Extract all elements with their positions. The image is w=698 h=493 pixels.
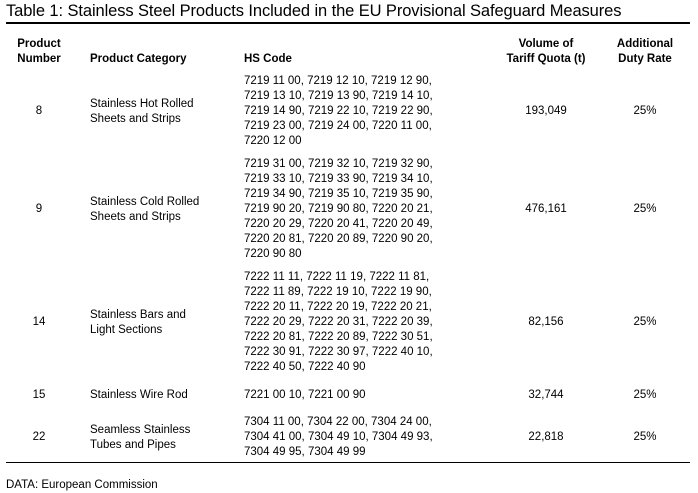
product-category-cell: Stainless Cold Rolled Sheets and Strips bbox=[90, 195, 200, 223]
tariff-quota-cell: 476,161 bbox=[525, 203, 567, 215]
duty-rate-cell: 25% bbox=[633, 389, 657, 401]
hs-code-cell: 7219 31 00, 7219 32 10, 7219 32 90, 7219 33 10, 7219 33 90, 7219 34 10, 7219 34 90, 7219 35 10, 7219 35 90, 7219 90 20, 7219 90 80, 7220 20 21, 7220 20 29, 7220 20 41, 7220 20 49, 7220 20 81, 7220 20 89, 7220 90 20, 7220 90 80 bbox=[244, 158, 433, 260]
header-product-number: Product Number bbox=[17, 38, 61, 65]
hs-code-cell: 7304 11 00, 7304 22 00, 7304 24 00, 7304 41 00, 7304 49 10, 7304 49 93, 7304 49 95, 7304 49 99 bbox=[244, 416, 433, 458]
product-number-cell: 22 bbox=[32, 431, 46, 443]
product-category-cell: Seamless Stainless Tubes and Pipes bbox=[90, 423, 191, 451]
top-rule bbox=[6, 22, 690, 24]
bottom-rule bbox=[6, 462, 690, 463]
hs-code-cell: 7219 11 00, 7219 12 10, 7219 12 90, 7219 13 10, 7219 13 90, 7219 14 10, 7219 14 90, 7219 22 10, 7219 22 90, 7219 23 00, 7219 24 00, 7220 11 00, 7220 12 00 bbox=[244, 75, 433, 147]
tariff-quota-cell: 82,156 bbox=[528, 316, 564, 328]
hs-code-cell: 7221 00 10, 7221 00 90 bbox=[244, 389, 366, 401]
header-duty-rate: Additional Duty Rate bbox=[616, 38, 674, 65]
product-category-cell: Stainless Hot Rolled Sheets and Strips bbox=[90, 97, 194, 125]
header-volume: Volume of Tariff Quota (t) bbox=[506, 38, 586, 65]
product-number-cell: 15 bbox=[32, 389, 46, 401]
duty-rate-cell: 25% bbox=[633, 316, 657, 328]
duty-rate-cell: 25% bbox=[633, 431, 657, 443]
tariff-quota-cell: 32,744 bbox=[528, 389, 564, 401]
product-number-cell: 8 bbox=[35, 105, 43, 117]
tariff-quota-cell: 22,818 bbox=[528, 431, 564, 443]
duty-rate-cell: 25% bbox=[633, 105, 657, 117]
product-number-cell: 9 bbox=[35, 203, 43, 215]
duty-rate-cell: 25% bbox=[633, 203, 657, 215]
header-hs-code: HS Code bbox=[244, 53, 292, 65]
hs-code-cell: 7222 11 11, 7222 11 19, 7222 11 81, 7222 11 89, 7222 19 10, 7222 19 90, 7222 20 11, 7222 20 19, 7222 20 21, 7222 20 29, 7222 20 31, 7222 20 39, 7222 20 81, 7222 20 89, 7222 30 51, 7222 30 91, 7222 30 97, 7222 40 10, 7222 40 50, 7222 40 90 bbox=[244, 271, 433, 373]
header-product-category: Product Category bbox=[90, 53, 187, 65]
product-category-cell: Stainless Bars and Light Sections bbox=[90, 308, 186, 336]
product-number-cell: 14 bbox=[32, 316, 46, 328]
table-title: Table 1: Stainless Steel Products Included in the EU Provisional Safeguard Measures bbox=[6, 2, 622, 20]
product-category-cell: Stainless Wire Rod bbox=[90, 389, 188, 401]
tariff-quota-cell: 193,049 bbox=[525, 105, 567, 117]
source-note: DATA: European Commission bbox=[6, 479, 158, 491]
